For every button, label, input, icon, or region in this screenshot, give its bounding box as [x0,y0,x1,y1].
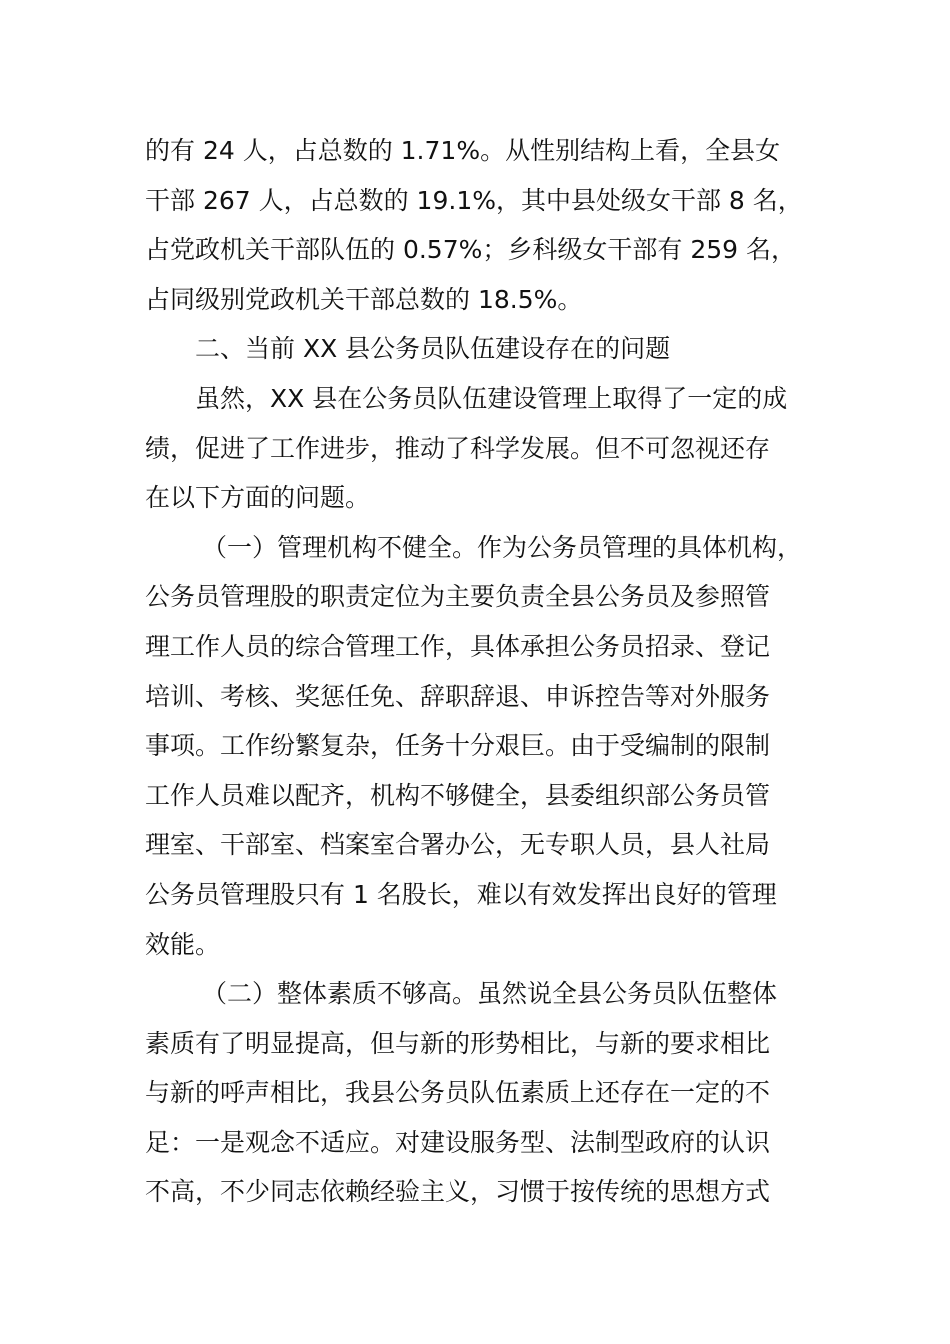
text-line: 的有 24 人，占总数的 1.71%。从性别结构上看，全县女 [145,136,781,165]
text-line: 不高，不少同志依赖经验主义，习惯于按传统的思想方式 [145,1177,771,1207]
subsection-heading: （一）管理机构不健全。作为公务员管理的具体机构， [202,532,803,562]
document-body [145,126,815,1217]
text-line: 占同级别党政机关干部总数的 18.5%。 [145,284,583,314]
text-line: 足：一是观念不适应。对建设服务型、法制型政府的认识 [145,1127,771,1157]
text-line: 理室、干部室、档案室合署办公，无专职人员，县人社局 [145,830,771,860]
section-heading: 二、当前 XX 县公务员队伍建设存在的问题 [195,334,671,364]
text-line: 虽然，XX 县在公务员队伍建设管理上取得了一定的成 [195,383,788,413]
text-line: 公务员管理股只有 1 名股长，难以有效发挥出良好的管理 [145,879,777,909]
text-line: 素质有了明显提高，但与新的形势相比，与新的要求相比 [145,1028,771,1058]
text-line: 效能。 [145,929,221,959]
subsection-heading: （二）整体素质不够高。虽然说全县公务员队伍整体 [202,979,778,1009]
text-line: 占党政机关干部队伍的 0.57%；乡科级女干部有 259 名， [145,235,796,265]
text-line: 事项。工作纷繁复杂，任务十分艰巨。由于受编制的限制 [145,731,771,761]
text-line: 理工作人员的综合管理工作，具体承担公务员招录、登记 [145,631,771,661]
text-line: 工作人员难以配齐，机构不够健全，县委组织部公务员管 [145,780,771,810]
text-line: 与新的呼声相比，我县公务员队伍素质上还存在一定的不 [145,1078,771,1108]
text-line: 在以下方面的问题。 [145,483,371,513]
text-line: 干部 267 人，占总数的 19.1%，其中县处级女干部 8 名， [145,185,803,215]
text-line: 培训、考核、奖惩任免、辞职辞退、申诉控告等对外服务 [145,681,771,711]
text-line: 公务员管理股的职责定位为主要负责全县公务员及参照管 [145,582,771,612]
text-line: 绩，促进了工作进步，推动了科学发展。但不可忽视还存 [145,433,771,463]
